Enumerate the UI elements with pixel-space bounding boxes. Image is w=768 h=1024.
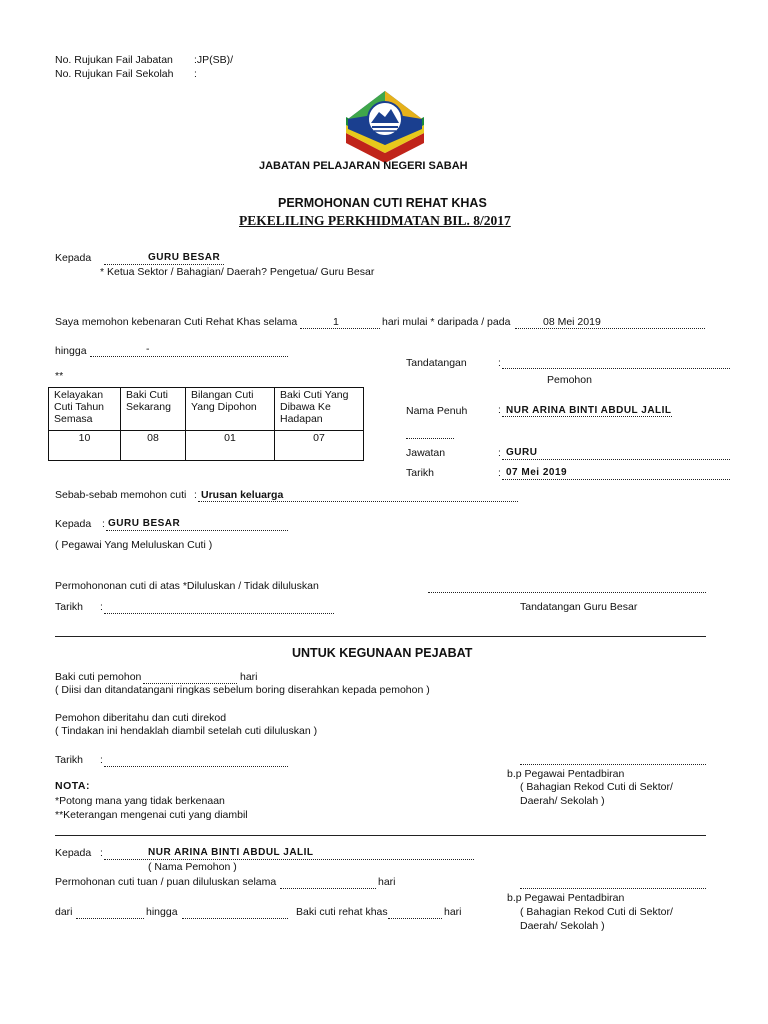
divider [55,835,706,836]
signature-label: Tandatangan [406,357,467,369]
table-header-cell: Bilangan Cuti Yang Dipohon [186,388,275,431]
table-row [49,388,364,431]
form-title: PERMOHONAN CUTI REHAT KHAS [278,196,487,210]
request-text: Saya memohon kebenaran Cuti Rehat Khas selama [55,316,298,328]
baki-note: ( Diisi dan ditandatangani ringkas sebelum boring diserahkan kepada pemohon ) [55,684,430,696]
reply-days-line [280,888,376,889]
baki-label: Baki cuti pemohon [55,671,142,683]
office-bp-line2: ( Bahagian Rekod Cuti di Sektor/ [520,781,673,793]
extra-line [406,438,454,439]
name-label: Nama Penuh [406,405,468,417]
reply-approved-text: Permohonan cuti tuan / puan diluluskan selama [55,876,277,888]
jawatan-line [502,459,730,460]
name-value: NUR ARINA BINTI ABDUL JALIL [506,405,672,416]
table-header-cell: Baki Cuti Yang Dibawa Ke Hadapan [275,388,364,431]
reply-dari-line [76,918,144,919]
approval-signature-line[interactable] [428,592,706,593]
reason-value: Urusan keluarga [201,489,284,501]
approval-tarikh-label: Tarikh [55,601,84,613]
reply-kepada-label: Kepada [55,847,92,859]
department-name: JABATAN PELAJARAN NEGERI SABAH [259,160,468,172]
office-tarikh-label: Tarikh [55,754,84,766]
approval-kepada-label: Kepada [55,518,92,530]
reply-kepada-line [104,859,474,860]
office-tarikh-line [104,766,288,767]
reply-signature-line[interactable] [520,888,706,889]
office-bp-line3: Daerah/ Sekolah ) [520,795,605,807]
office-signature-line[interactable] [520,764,706,765]
approver-hint: ( Pegawai Yang Meluluskan Cuti ) [55,539,213,551]
hingga-label: hingga [55,345,87,357]
table-cell: 08 [121,431,186,461]
reply-hingga-label: hingga [146,906,178,918]
reply-kepada-value: NUR ARINA BINTI ABDUL JALIL [148,847,314,858]
reply-name-hint: ( Nama Pemohon ) [148,861,237,873]
office-heading: UNTUK KEGUNAAN PEJABAT [292,646,473,660]
hingga-value: - [146,343,150,355]
name-colon: : [498,404,501,416]
request-days: 1 [333,316,339,328]
pemohon-label: Pemohon [547,374,592,386]
approval-kepada-colon: : [102,518,105,530]
kepada-line [104,264,224,265]
reason-colon: : [194,489,197,501]
ref-jabatan-value: :JP(SB)/ [194,54,234,66]
nota-2: **Keterangan mengenai cuti yang diambil [55,809,248,821]
approval-signature-label: Tandatangan Guru Besar [520,601,638,613]
days-line [300,328,380,329]
reply-baki-label: Baki cuti rehat khas [296,906,388,918]
tarikh-colon: : [498,467,501,479]
kepada-hint: * Ketua Sektor / Bahagian/ Daerah? Pengetua/ Guru Besar [100,266,375,278]
start-date: 08 Mei 2019 [543,316,601,328]
kepada-value: GURU BESAR [148,252,221,263]
approval-kepada-value: GURU BESAR [108,518,181,529]
reply-bp-line2: ( Bahagian Rekod Cuti di Sektor/ [520,906,673,918]
request-text-2: hari mulai * daripada / pada [382,316,511,328]
reply-hingga-line [182,918,288,919]
ref-jabatan-label: No. Rujukan Fail Jabatan [55,54,173,66]
ref-sekolah-value: : [194,68,197,80]
jawatan-value: GURU [506,447,538,458]
office-tarikh-colon: : [100,754,103,766]
divider [55,636,706,637]
reply-bp-line3: Daerah/ Sekolah ) [520,920,605,932]
signature-line[interactable] [502,368,730,369]
reply-hari: hari [378,876,396,888]
office-bp-line1: b.p Pegawai Pentadbiran [507,768,625,780]
tarikh-label: Tarikh [406,467,435,479]
table-row [49,431,364,461]
table-cell: 07 [275,431,364,461]
approval-statement: Permohononan cuti di atas *Diluluskan / Tidak diluluskan [55,580,319,592]
informed-note: ( Tindakan ini hendaklah diambil setelah cuti diluluskan ) [55,725,318,737]
hingga-line [90,356,288,357]
double-star: ** [55,370,64,382]
approval-tarikh-colon: : [100,601,103,613]
jawatan-label: Jawatan [406,447,446,459]
table-header-cell: Baki Cuti Sekarang [121,388,186,431]
department-logo-icon [340,85,430,163]
jawatan-colon: : [498,447,501,459]
table-cell: 01 [186,431,275,461]
circular-title: PEKELILING PERKHIDMATAN BIL. 8/2017 [239,213,511,228]
table-cell: 10 [49,431,121,461]
baki-hari: hari [240,671,258,683]
reply-baki-line [388,918,442,919]
reply-bp-line1: b.p Pegawai Pentadbiran [507,892,625,904]
approval-tarikh-line [104,613,334,614]
leave-table [48,387,364,461]
reply-baki-hari: hari [444,906,462,918]
kepada-label: Kepada [55,252,92,264]
reply-kepada-colon: : [100,847,103,859]
reason-label: Sebab-sebab memohon cuti [55,489,187,501]
ref-sekolah-label: No. Rujukan Fail Sekolah [55,68,174,80]
nota-heading: NOTA: [55,780,90,792]
table-header-cell: Kelayakan Cuti Tahun Semasa [49,388,121,431]
signature-colon: : [498,357,501,369]
nota-1: *Potong mana yang tidak berkenaan [55,795,225,807]
approval-kepada-line [106,530,288,531]
tarikh-line [502,479,730,480]
reply-dari-label: dari [55,906,73,918]
informed-text: Pemohon diberitahu dan cuti direkod [55,712,227,724]
tarikh-value: 07 Mei 2019 [506,467,568,478]
